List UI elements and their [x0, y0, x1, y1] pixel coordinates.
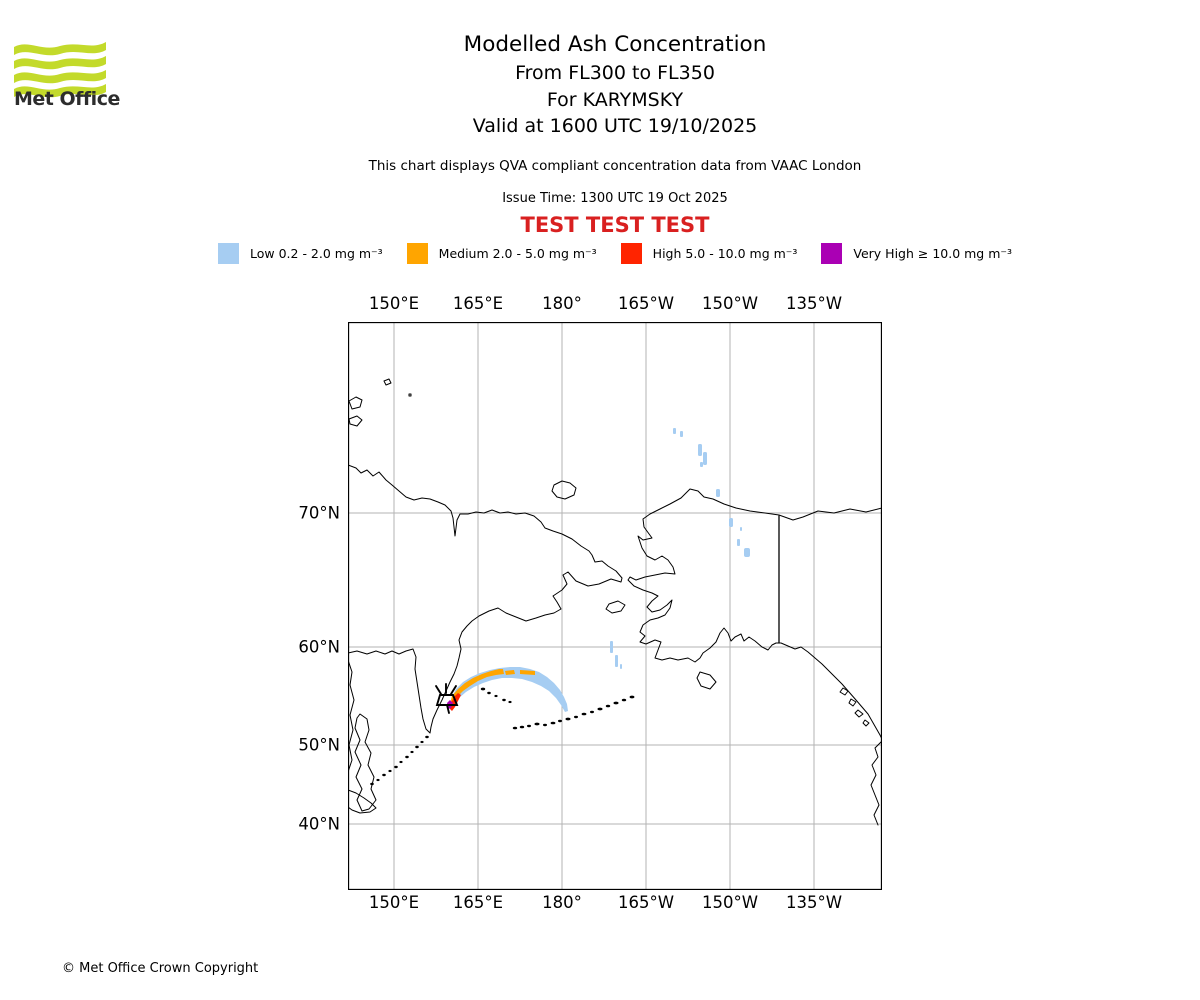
- copyright-notice: © Met Office Crown Copyright: [62, 961, 259, 976]
- y-tick-40n: 40°N: [298, 814, 340, 834]
- legend-item-very-high: [821, 243, 1012, 264]
- coast-arctic-islands: [349, 379, 411, 426]
- high-swatch: [621, 243, 642, 264]
- coast-panhandle-islands: [840, 688, 869, 726]
- coast-british-columbia: [871, 741, 882, 825]
- aleutian-islands: [513, 696, 635, 730]
- low-swatch: [218, 243, 239, 264]
- test-banner: TEST TEST TEST: [520, 213, 710, 237]
- x-tick-bottom-150w: 150°W: [701, 893, 759, 912]
- map-area: [348, 322, 882, 890]
- legend-item-high: [621, 243, 798, 264]
- x-tick-top-180: 180°: [542, 294, 582, 313]
- compliance-note: This chart displays QVA compliant concentration data from VAAC London: [368, 158, 862, 174]
- low-label: Low 0.2 - 2.0 mg m⁻³: [250, 246, 383, 261]
- volcano-symbol: [436, 684, 457, 713]
- x-tick-top-165e: 165°E: [452, 294, 504, 313]
- x-tick-top-135w: 135°W: [785, 294, 843, 313]
- commander-islands: [481, 688, 512, 704]
- concentration-legend: [30, 243, 1200, 264]
- x-tick-top-150e: 150°E: [368, 294, 420, 313]
- subtitle-flight-levels: From FL300 to FL350: [515, 62, 715, 84]
- map-frame: [349, 323, 882, 890]
- met-office-logo-text: Met Office: [14, 88, 120, 110]
- coast-st-lawrence-island: [606, 601, 625, 613]
- high-label: High 5.0 - 10.0 mg m⁻³: [652, 246, 798, 261]
- coast-hokkaido: [348, 790, 376, 813]
- map-svg: [348, 322, 882, 890]
- very-high-swatch: [821, 243, 842, 264]
- y-tick-70n: 70°N: [298, 503, 340, 523]
- title-block: [30, 30, 1200, 140]
- page-title: Modelled Ash Concentration: [463, 32, 767, 57]
- coast-kodiak-island: [697, 672, 716, 689]
- subtitle-volcano: For KARYMSKY: [546, 88, 684, 111]
- medium-label: Medium 2.0 - 5.0 mg m⁻³: [438, 246, 597, 261]
- coast-sakhalin: [355, 714, 376, 811]
- island-chains: [370, 688, 634, 786]
- coast-wrangel-island: [552, 481, 576, 499]
- x-tick-bottom-165e: 165°E: [452, 893, 504, 912]
- coastlines: [348, 379, 882, 825]
- x-tick-bottom-135w: 135°W: [785, 893, 843, 912]
- subtitle-valid-time: Valid at 1600 UTC 19/10/2025: [472, 115, 758, 137]
- medium-swatch: [407, 243, 428, 264]
- coast-alaska: [628, 489, 882, 739]
- x-tick-bottom-150e: 150°E: [368, 893, 420, 912]
- very-high-label: Very High ≥ 10.0 mg m⁻³: [853, 246, 1012, 261]
- y-tick-60n: 60°N: [298, 637, 340, 657]
- legend-item-low: [218, 243, 383, 264]
- x-tick-bottom-180: 180°: [542, 893, 582, 912]
- legend-item-medium: [407, 243, 597, 264]
- x-tick-bottom-165w: 165°W: [617, 893, 675, 912]
- graticule: [348, 322, 882, 890]
- x-tick-top-165w: 165°W: [617, 294, 675, 313]
- coast-siberia-kamchatka: [348, 465, 622, 733]
- x-tick-top-150w: 150°W: [701, 294, 759, 313]
- kuril-islands: [370, 736, 429, 785]
- y-tick-50n: 50°N: [298, 735, 340, 755]
- issue-time: Issue Time: 1300 UTC 19 Oct 2025: [502, 191, 728, 206]
- ash-patches-low: [610, 428, 750, 669]
